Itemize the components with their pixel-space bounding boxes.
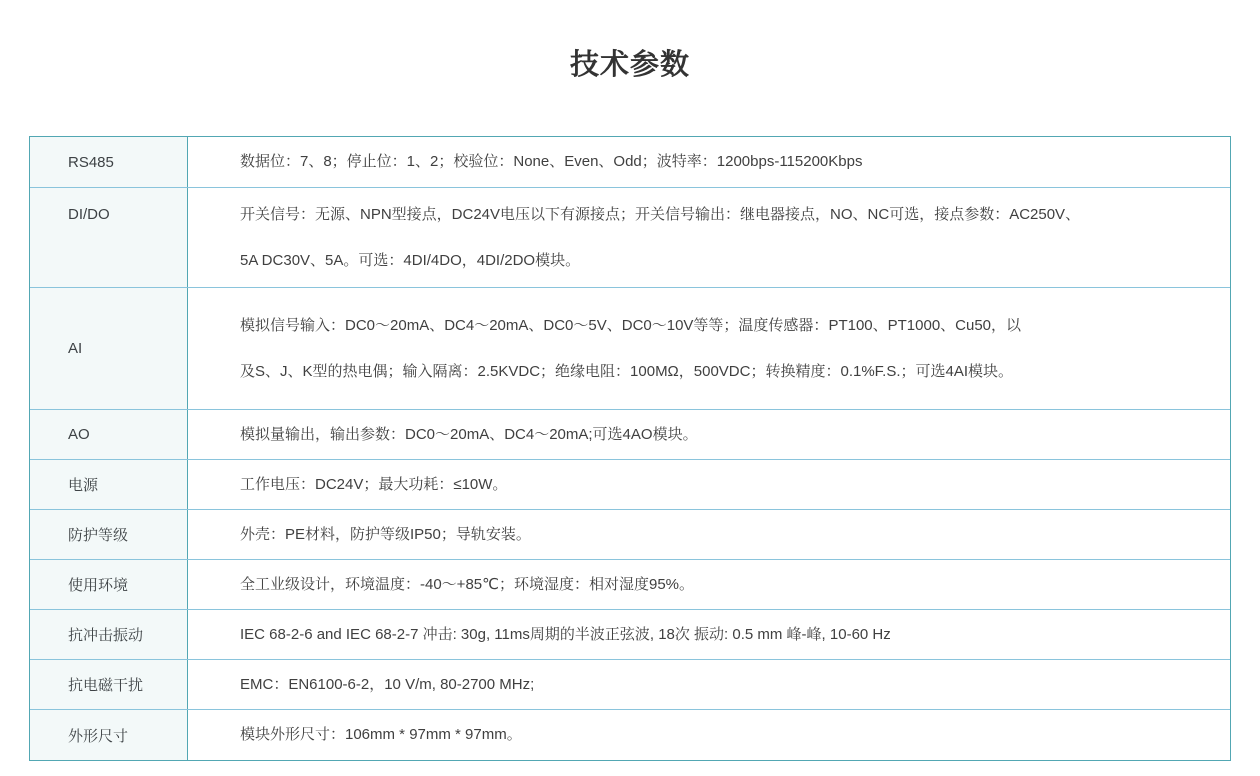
row-value	[188, 710, 1230, 760]
row-value	[188, 510, 1230, 559]
row-value	[188, 560, 1230, 609]
row-value-line: 模块外形尺寸：106mm * 97mm * 97mm。	[240, 726, 522, 743]
row-value	[188, 610, 1230, 659]
page-title: 技术参数	[569, 49, 690, 81]
row-label: AO	[30, 410, 188, 459]
row-value-line: 模拟信号输入：DC0～20mA、DC4～20mA、DC0～5V、DC0～10V等等；温度传感器：PT100、PT1000、Cu50，以	[240, 316, 1022, 334]
row-value-line: IEC 68-2-6 and IEC 68-2-7 冲击: 30g, 11ms周期的半波正弦波, 18次 振动: 0.5 mm 峰-峰, 10-60 Hz	[240, 625, 891, 643]
row-value-line: EMC：EN6100-6-2，10 V/m, 80-2700 MHz;	[240, 675, 535, 693]
row-value-line: 数据位：7、8；停止位：1、2；校验位：None、Even、Odd；波特率：1200bps-115200Kbps	[240, 153, 863, 170]
row-label: AI	[30, 288, 188, 409]
table-row-ao	[30, 410, 1230, 460]
row-label: DI/DO	[30, 188, 188, 287]
row-value	[188, 460, 1230, 509]
row-label: 使用环境	[30, 560, 188, 609]
row-value	[188, 137, 1230, 187]
row-value-line: 全工业级设计，环境温度：-40～+85℃；环境湿度：相对湿度95%。	[240, 575, 694, 593]
row-value-line: 5A DC30V、5A。可选：4DI/4DO，4DI/2DO模块。	[240, 251, 581, 269]
row-label: 电源	[30, 460, 188, 509]
row-label: RS485	[30, 137, 188, 187]
table-row-ai	[30, 288, 1230, 410]
row-value	[188, 288, 1230, 409]
table-row-shock-vibration	[30, 610, 1230, 660]
row-value-line: 开关信号：无源、NPN型接点，DC24V电压以下有源接点；开关信号输出：继电器接点，NO、NC可选，接点参数：AC250V、	[240, 205, 1081, 223]
row-value	[188, 410, 1230, 459]
row-label: 抗冲击振动	[30, 610, 188, 659]
table-row-emi	[30, 660, 1230, 710]
row-value	[188, 660, 1230, 709]
row-value-line: 外壳：PE材料，防护等级IP50；导轨安装。	[240, 525, 531, 543]
spec-table	[29, 136, 1231, 761]
table-row-dimensions	[30, 710, 1230, 760]
row-value-line: 及S、J、K型的热电偶；输入隔离：2.5KVDC；绝缘电阻：100MΩ，500VDC；转换精度：0.1%F.S.；可选4AI模块。	[240, 362, 1014, 380]
row-label: 抗电磁干扰	[30, 660, 188, 709]
table-row-protection	[30, 510, 1230, 560]
row-value	[188, 188, 1230, 287]
table-row-rs485	[30, 137, 1230, 188]
row-label: 防护等级	[30, 510, 188, 559]
table-row-dido	[30, 188, 1230, 288]
row-value-line: 模拟量输出，输出参数：DC0～20mA、DC4～20mA;可选4AO模块。	[240, 425, 698, 443]
row-label: 外形尺寸	[30, 710, 188, 760]
table-row-environment	[30, 560, 1230, 610]
table-row-power	[30, 460, 1230, 510]
row-value-line: 工作电压：DC24V；最大功耗：≤10W。	[240, 475, 508, 493]
